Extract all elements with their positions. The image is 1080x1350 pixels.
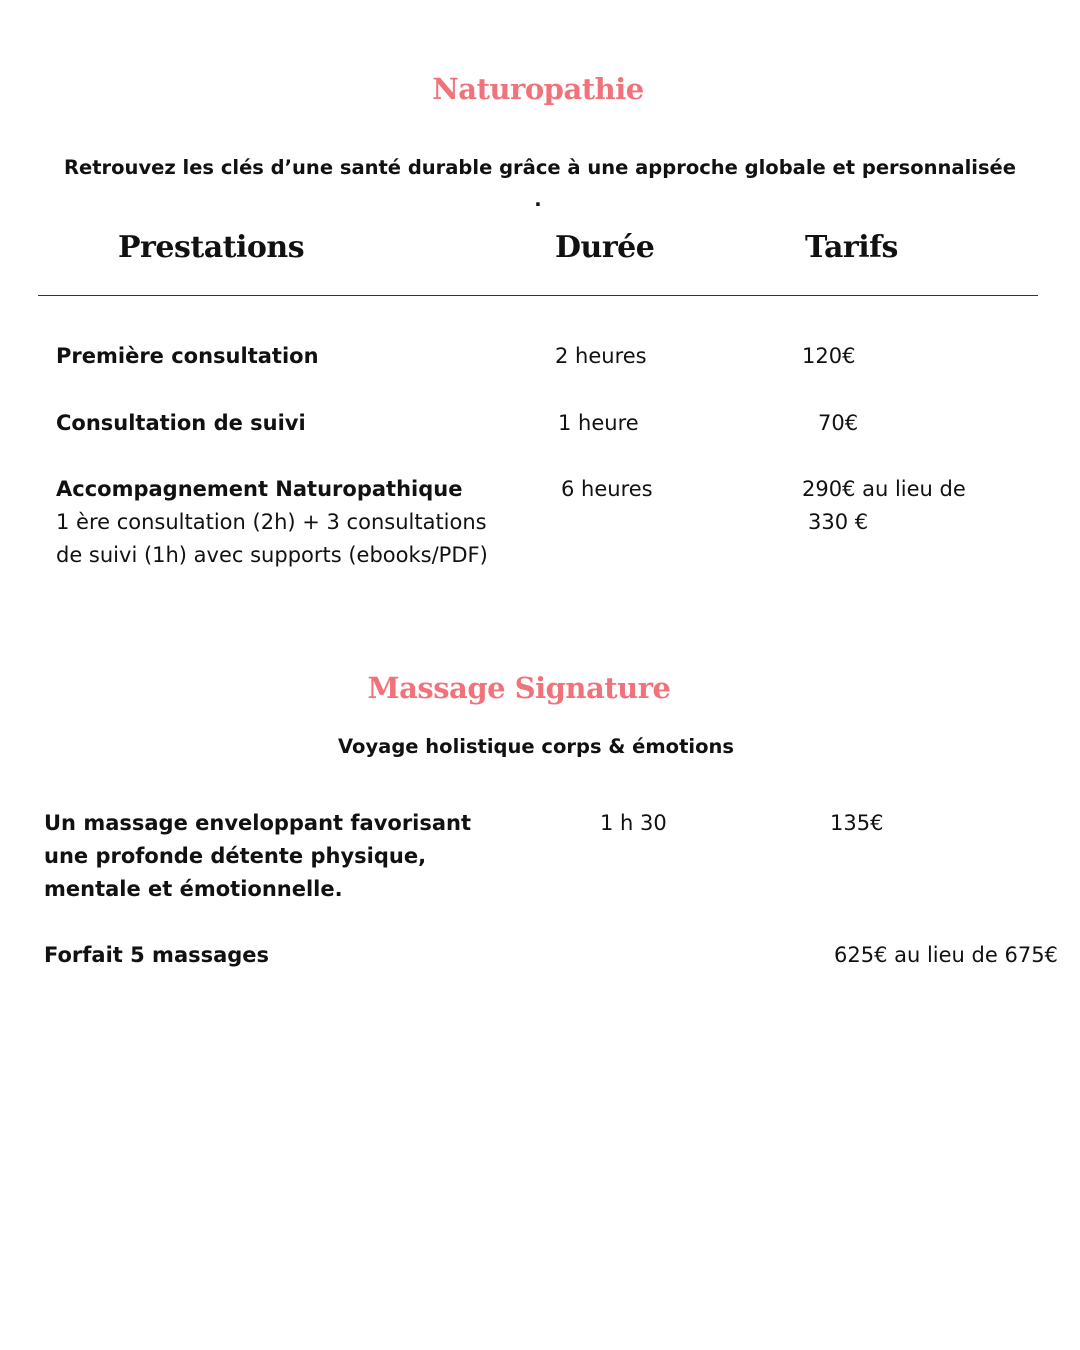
service-duration: 1 heure: [558, 411, 639, 435]
massage-description: Un massage enveloppant favorisant: [44, 811, 472, 835]
package-price: 625€ au lieu de 675€: [834, 943, 1058, 967]
naturopathie-subtitle: Retrouvez les clés d’une santé durable grâce à une approche globale et personnalisée: [63, 156, 1017, 179]
service-detail: 1 ère consultation (2h) + 3 consultations: [56, 510, 487, 534]
massage-description: une profonde détente physique,: [44, 844, 427, 868]
massage-subtitle: Voyage holistique corps & émotions: [338, 735, 734, 758]
massage-price: 135€: [830, 811, 884, 835]
massage-duration: 1 h 30: [600, 811, 667, 835]
service-duration: 6 heures: [561, 477, 653, 501]
service-name: Consultation de suivi: [56, 411, 306, 435]
massage-title: Massage Signature: [367, 671, 671, 705]
service-detail: de suivi (1h) avec supports (ebooks/PDF): [56, 543, 488, 567]
massage-description: mentale et émotionnelle.: [44, 877, 343, 901]
column-header-tarifs: Tarifs: [805, 230, 898, 265]
column-header-duree: Durée: [555, 230, 655, 265]
package-name: Forfait 5 massages: [44, 943, 270, 967]
service-price: 70€: [818, 411, 859, 435]
service-duration: 2 heures: [555, 344, 647, 368]
naturopathie-subtitle-end: .: [534, 188, 542, 211]
header-divider: [38, 295, 1038, 296]
naturopathie-title: Naturopathie: [432, 72, 644, 106]
service-price: 330 €: [808, 510, 869, 534]
column-header-prestations: Prestations: [118, 230, 305, 265]
service-name: Première consultation: [56, 344, 319, 368]
service-price: 120€: [802, 344, 856, 368]
service-price: 290€ au lieu de: [802, 477, 966, 501]
service-name: Accompagnement Naturopathique: [56, 477, 463, 501]
